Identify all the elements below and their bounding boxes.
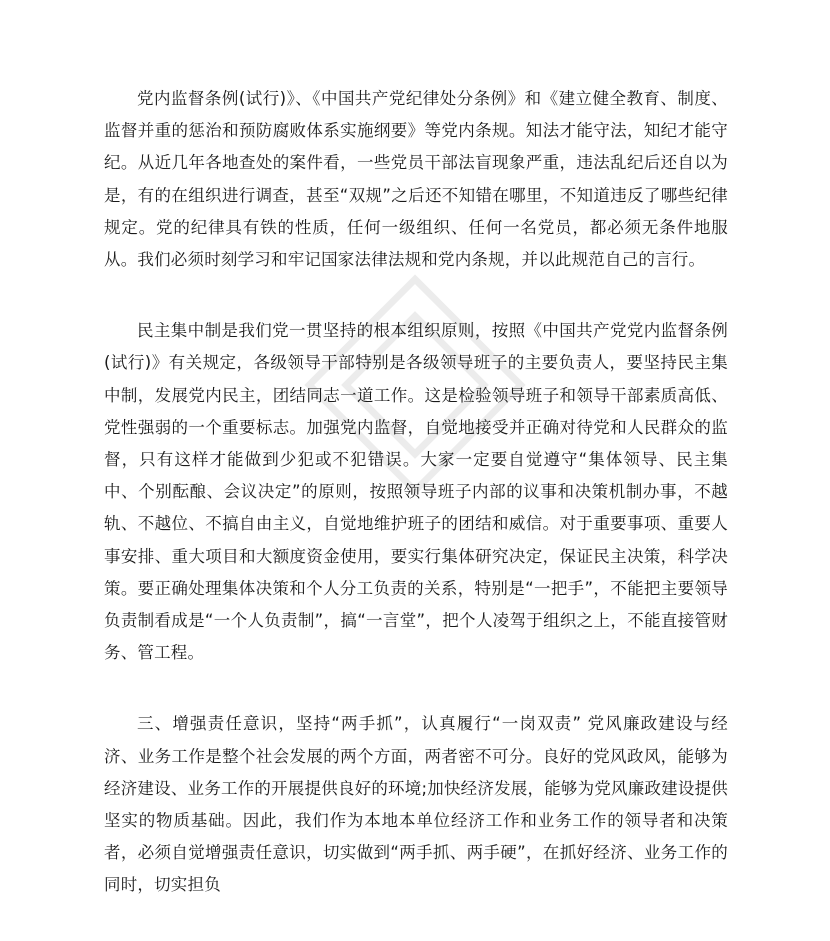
document-body [104,83,728,941]
paragraph-3: 三、增强责任意识，坚持“两手抓”，认真履行“一岗双责” 党风廉政建设与经济、业务工作是整个社会发展的两个方面，两者密不可分。良好的党风政风，能够为经济建设、业务工作的开展提供良好的环境;加快经济发展，能够为党风廉政建设提供坚实的物质基础。因此，我们作为本地本单位经济工作和业务工作的领导者和决策者，必须自觉增强责任意识，切实做到“两手抓、两手硬”，在抓好经济、业务工作的同时，切实担负 [104,714,728,895]
paragraph-2: 民主集中制是我们党一贯坚持的根本组织原则，按照《中国共产党党内监督条例(试行)》有关规定，各级领导干部特别是各级领导班子的主要负责人，要坚持民主集中制，发展党内民主，团结同志一道工作。这是检验领导班子和领导干部素质高低、党性强弱的一个重要标志。加强党内监督，自觉地接受并正确对待党和人民群众的监督，只有这样才能做到少犯或不犯错误。大家一定要自觉遵守“集体领导、民主集中、个别酝酿、会议决定”的原则，按照领导班子内部的议事和决策机制办事，不越轨、不越位、不搞自由主义，自觉地维护班子的团结和威信。对于重要事项、重要人事安排、重大项目和大额度资金使用，要实行集体研究决定，保证民主决策，科学决策。要正确处理集体决策和个人分工负责的关系，特别是“一把手”，不能把主要领导负责制看成是“一个人负责制”，搞“一言堂”，把个人凌驾于组织之上，不能直接管财务、管工程。 [104,321,728,663]
paragraph-1: 党内监督条例(试行)》、《中国共产党纪律处分条例》和《建立健全教育、制度、监督并重的惩治和预防腐败体系实施纲要》等党内条规。知法才能守法，知纪才能守纪。从近几年各地查处的案件看，一些党员干部法盲现象严重，违法乱纪后还自以为是，有的在组织进行调查，甚至“双规”之后还不知错在哪里，不知道违反了哪些纪律规定。党的纪律具有铁的性质，任何一级组织、任何一名党员，都必须无条件地服从。我们必须时刻学习和牢记国家法律法规和党内条规，并以此规范自己的言行。 [104,89,728,270]
